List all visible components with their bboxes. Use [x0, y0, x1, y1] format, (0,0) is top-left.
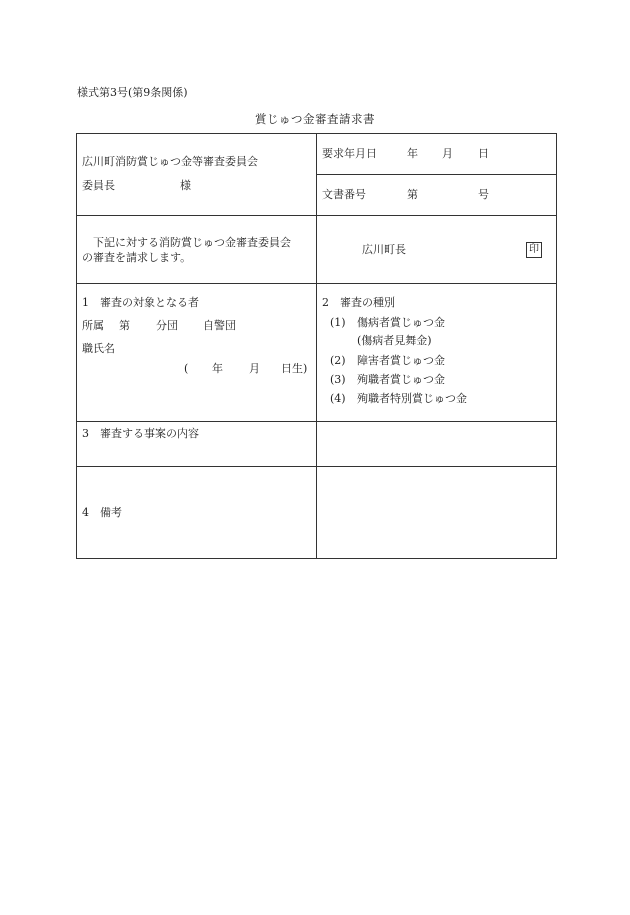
birth-month: 月: [249, 362, 260, 375]
table-divider: [316, 133, 317, 559]
chair-label: 委員長: [82, 179, 115, 192]
request-date-year: 年: [407, 147, 418, 160]
subject-heading: 1 審査の対象となる者: [82, 296, 199, 309]
type-item-1-label: 傷病者賞じゅつ金: [357, 316, 445, 329]
document-title: 賞じゅつ金審査請求書: [255, 112, 375, 126]
request-date-day: 日: [478, 147, 489, 160]
type-item-1-note: (傷病者見舞金): [357, 334, 432, 347]
affiliation-keibidan: 自警団: [203, 319, 236, 332]
birth-day: 日生): [281, 362, 308, 375]
type-item-1-num: (1): [330, 316, 346, 329]
type-item-3-label: 殉職者賞じゅつ金: [357, 373, 445, 386]
table-border-right: [556, 133, 557, 559]
chair-honorific: 様: [180, 179, 191, 192]
request-text-line1: 下記に対する消防賞じゅつ金審査委員会: [93, 236, 291, 249]
affiliation-dai: 第: [119, 319, 130, 332]
affiliation-bundan: 分団: [156, 319, 178, 332]
affiliation-label: 所属: [82, 319, 104, 332]
table-border-left: [76, 133, 77, 559]
type-item-2-label: 障害者賞じゅつ金: [357, 354, 445, 367]
committee-name: 広川町消防賞じゅつ金等審査委員会: [82, 155, 258, 168]
type-item-2-num: (2): [330, 354, 346, 367]
doc-number-suffix: 号: [478, 188, 489, 201]
doc-number-prefix: 第: [407, 188, 418, 201]
seal-mark: 印: [526, 242, 542, 258]
type-item-3-num: (3): [330, 373, 346, 386]
form-label: 様式第3号(第9条関係): [77, 86, 188, 99]
types-heading: 2 審査の種別: [322, 296, 395, 309]
section4-heading: 4 備考: [82, 506, 122, 519]
type-item-4-num: (4): [330, 392, 346, 405]
section3-heading: 3 審査する事案の内容: [82, 427, 199, 440]
table-rule-docnum: [316, 174, 557, 175]
birth-open-paren: (: [184, 362, 189, 375]
request-date-month: 月: [442, 147, 453, 160]
name-label: 職氏名: [82, 342, 115, 355]
request-date-label: 要求年月日: [322, 147, 377, 160]
mayor-label: 広川町長: [362, 243, 406, 256]
birth-year: 年: [212, 362, 223, 375]
doc-number-label: 文書番号: [322, 188, 366, 201]
type-item-4-label: 殉職者特別賞じゅつ金: [357, 392, 467, 405]
request-text-line2: の審査を請求します。: [82, 251, 192, 264]
